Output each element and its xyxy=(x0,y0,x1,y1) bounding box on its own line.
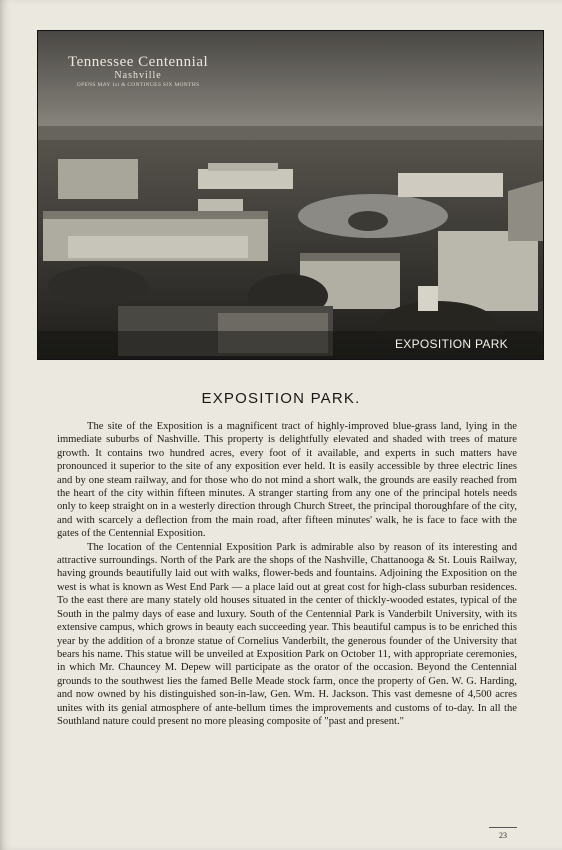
page-number-rule xyxy=(489,827,517,828)
overlay-title: Tennessee Centennial xyxy=(68,54,209,70)
article-body xyxy=(57,420,517,728)
exposition-park-photograph xyxy=(37,30,544,360)
article-paragraph-1: The site of the Exposition is a magnificent tract of highly-improved blue-grass land, lying in the immediate suburbs of Nashville. This property is delightfully elevated and shaded with trees of mature growth. It contains two hundred acres, every foot of it available, and experts in such matters have pronounced it superior to the site of any exposition ever held. It is easily accessible by three electric lines and by one steam railway, and for those who do not mind a short walk, the grounds are easily reached from the heart of the city within fifteen minutes. A stranger starting from any one of the principal hotels needs only to keep straight on in a westerly direction through Church Street, the principal thoroughfare of the city, and with scarcely a deflection from the main road, after fifteen minutes' walk, he is face to face with the gates of the Centennial Exposition. xyxy=(57,421,517,540)
photo-caption-label: EXPOSITION PARK xyxy=(395,337,508,351)
overlay-dates: OPENS MAY 1st & CONTINUES SIX MONTHS xyxy=(76,82,200,89)
section-heading: EXPOSITION PARK. xyxy=(201,390,361,407)
photo-title-overlay xyxy=(68,55,208,89)
article-paragraph-2: The location of the Centennial Exposition Park is admirable also by reason of its interesting and attractive surroundings. North of the Park are the shops of the Nashville, Chattanooga & St. Louis Railway, having grounds beautifully laid out with walks, flower-beds and fountains. Adjoining the Exposition on the west is what is known as West End Park — a place laid out at great cost for high-class suburban residences. To the east there are many stately old houses situated in the center of thickly-wooded estates, typical of the South in the palmy days of ease and luxury. South of the Centennial Park is Vanderbilt University, with its extensive campus, which grows in beauty each succeeding year. This beautiful campus is to be enriched this year by the addition of a bronze statue of Cornelius Vanderbilt, the generous founder of the University that bears his name. This statue will be unveiled at Exposition Park on October 11, with appropriate ceremonies, in which Mr. Chauncey M. Depew will participate as the orator of the occasion. Beyond the Centennial grounds to the southwest lies the famed Belle Meade stock farm, once the property of Gen. W. G. Harding, and now owned by his distinguished son-in-law, Gen. Wm. H. Jackson. This vast demesne of 4,500 acres unites with its genial atmosphere of ante-bellum times the improvements and customs of to-day. In all the Southland nature could present no more pleasing composite of "past and present." xyxy=(57,541,517,727)
overlay-city: Nashville xyxy=(114,69,162,81)
page-number: 23 xyxy=(499,831,507,840)
